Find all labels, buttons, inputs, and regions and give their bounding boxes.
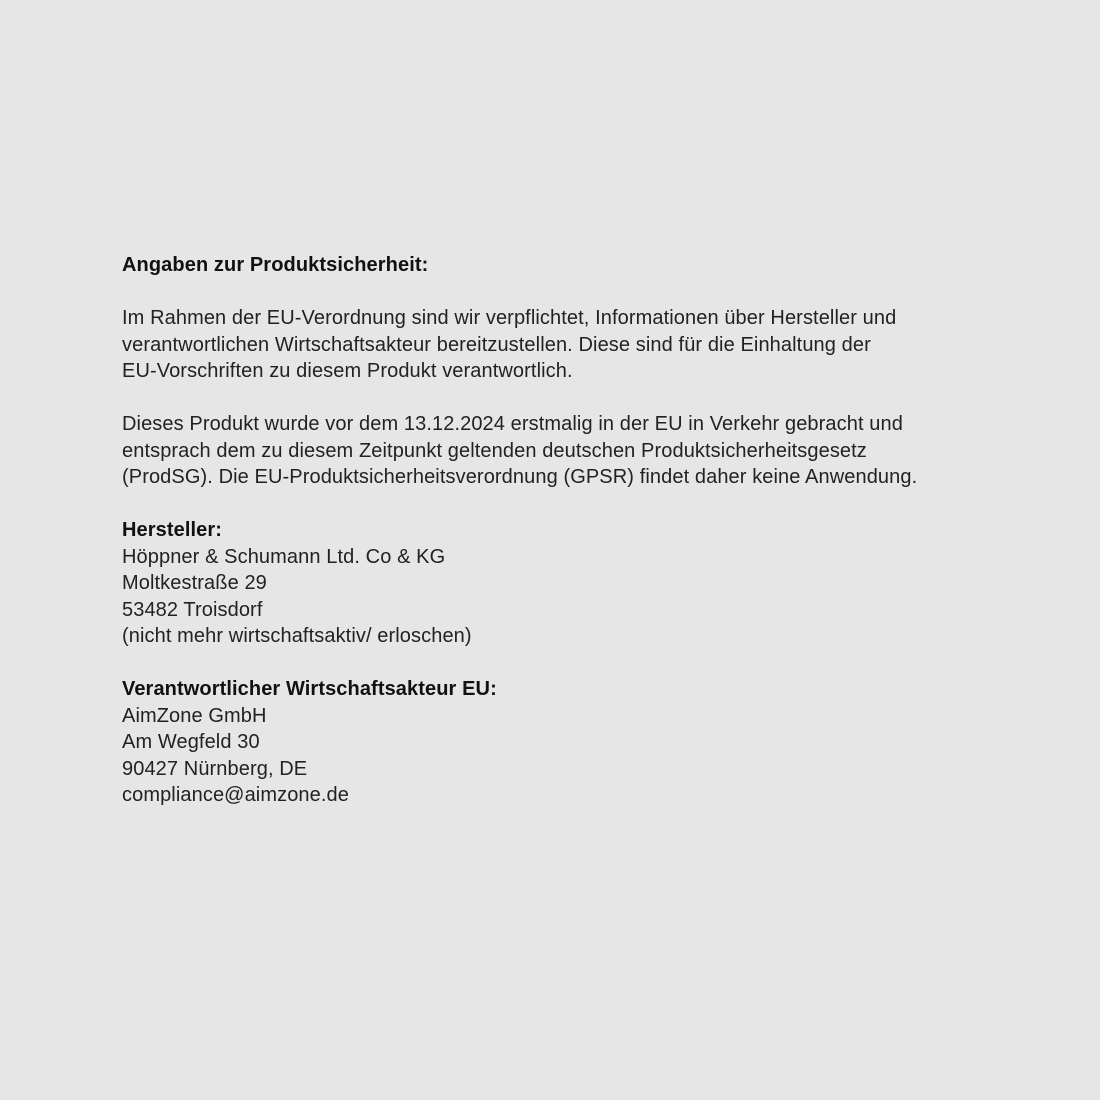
manufacturer-name: Höppner & Schumann Ltd. Co & KG — [122, 545, 446, 568]
responsible-actor-section — [122, 676, 1052, 809]
responsible-actor-street: Am Wegfeld 30 — [122, 731, 260, 753]
grandfathering-line: (ProdSG). Die EU-Produktsicherheitsverordnung (GPSR) findet daher keine Anwendung. — [122, 466, 918, 488]
manufacturer-section — [122, 517, 1052, 650]
page-title: Angaben zur Produktsicherheit: — [122, 254, 429, 276]
grandfathering-paragraph — [122, 411, 1052, 491]
responsible-actor-heading: Verantwortlicher Wirtschaftsakteur EU: — [122, 678, 497, 700]
grandfathering-line: Dieses Produkt wurde vor dem 13.12.2024 erstmalig in der EU in Verkehr gebracht und — [122, 413, 903, 435]
intro-line: Im Rahmen der EU-Verordnung sind wir verpflichtet, Informationen über Hersteller und — [122, 307, 897, 329]
manufacturer-status-note: (nicht mehr wirtschaftsaktiv/ erloschen) — [122, 625, 472, 647]
grandfathering-line: entsprach dem zu diesem Zeitpunkt geltenden deutschen Produktsicherheitsgesetz — [122, 439, 867, 462]
intro-paragraph — [122, 305, 1052, 385]
manufacturer-street: Moltkestraße 29 — [122, 572, 267, 594]
responsible-actor-name: AimZone GmbH — [122, 704, 267, 727]
intro-line: verantwortlichen Wirtschaftsakteur bereitzustellen. Diese sind für die Einhaltung der — [122, 333, 871, 356]
manufacturer-city: 53482 Troisdorf — [122, 598, 263, 621]
responsible-actor-city: 90427 Nürnberg, DE — [122, 757, 308, 780]
responsible-actor-email: compliance@aimzone.de — [122, 784, 349, 806]
intro-line: EU-Vorschriften zu diesem Produkt verantwortlich. — [122, 360, 573, 382]
manufacturer-heading: Hersteller: — [122, 519, 223, 541]
product-safety-text-block — [122, 252, 1052, 809]
